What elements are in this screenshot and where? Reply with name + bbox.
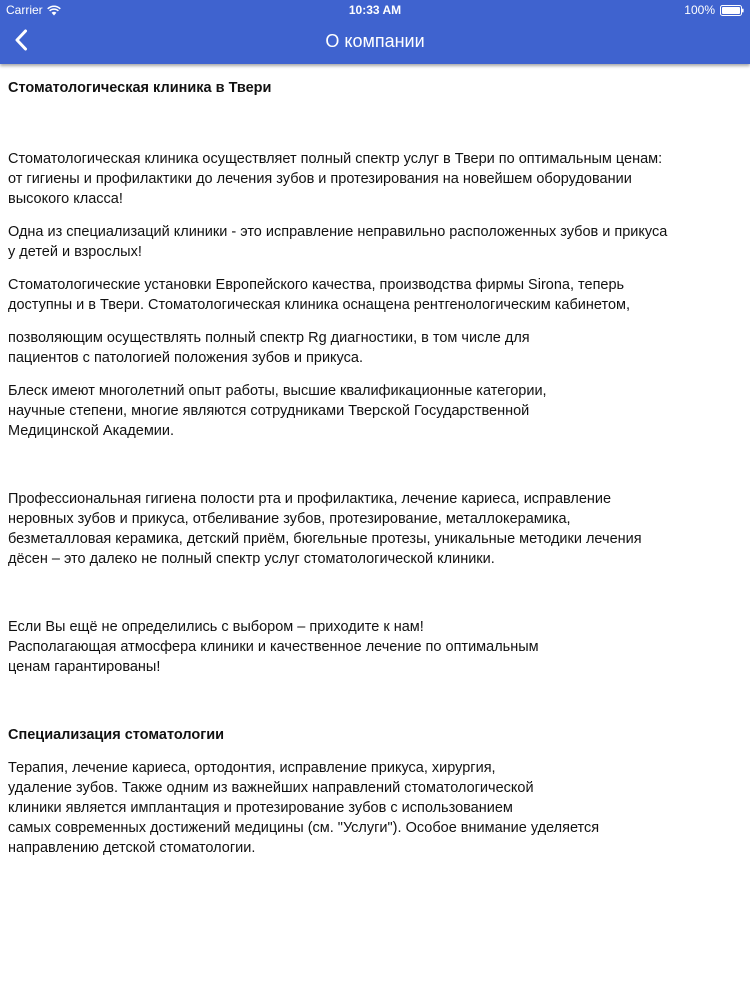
paragraph-line: безметалловая керамика, детский приём, бюгельные протезы, уникальные методики лечения bbox=[8, 531, 642, 547]
paragraph-line: Располагающая атмосфера клиники и качественное лечение по оптимальным bbox=[8, 639, 539, 655]
spacer bbox=[8, 368, 738, 381]
paragraph-line: Медицинской Академии. bbox=[8, 423, 175, 439]
paragraph-line: Одна из специализаций клиники - это исправление неправильно расположенных зубов и прикуса bbox=[8, 224, 668, 240]
paragraph-line: высокого класса! bbox=[8, 191, 123, 207]
paragraph-line: позволяющим осуществлять полный спектр Rg диагностики, в том числе для bbox=[8, 330, 530, 346]
paragraph-line: удаление зубов. Также одним из важнейших направлений стоматологической bbox=[8, 780, 534, 796]
top-bar bbox=[0, 0, 750, 64]
paragraph-line: Стоматологическая клиника осуществляет полный спектр услуг в Твери по оптимальным ценам: bbox=[8, 151, 663, 167]
paragraph-line: ценам гарантированы! bbox=[8, 659, 161, 675]
paragraph-line: Терапия, лечение кариеса, ортодонтия, исправление прикуса, хирургия, bbox=[8, 760, 496, 776]
battery-percent: 100% bbox=[684, 3, 715, 17]
battery-full-icon bbox=[720, 5, 744, 16]
paragraph-line: самых современных достижений медицины (см. "Услуги"). Особое внимание уделяется bbox=[8, 820, 600, 836]
spacer bbox=[8, 745, 738, 758]
specialization-heading: Специализация стоматологии bbox=[8, 727, 225, 743]
status-bar bbox=[0, 0, 750, 20]
paragraph-line: дёсен – это далеко не полный спектр услуг стоматологической клиники. bbox=[8, 551, 495, 567]
paragraph-line: клиники является имплантация и протезирование зубов с использованием bbox=[8, 800, 513, 816]
about-content bbox=[8, 78, 738, 858]
page-title: О компании bbox=[325, 31, 425, 51]
carrier-label: Carrier bbox=[6, 3, 43, 17]
spacer bbox=[8, 98, 738, 149]
navigation-bar bbox=[0, 20, 750, 64]
paragraph-line: неровных зубов и прикуса, отбеливание зубов, протезирование, металлокерамика, bbox=[8, 511, 571, 527]
paragraph-line: доступны и в Твери. Стоматологическая клиника оснащена рентгенологическим кабинетом, bbox=[8, 297, 631, 313]
spacer bbox=[8, 569, 738, 617]
paragraph-line: Блеск имеют многолетний опыт работы, высшие квалификационные категории, bbox=[8, 383, 547, 399]
paragraph-line: от гигиены и профилактики до лечения зубов и протезирования на новейшем оборудовании bbox=[8, 171, 632, 187]
status-time: 10:33 AM bbox=[348, 3, 402, 17]
paragraph-line: пациентов с патологией положения зубов и прикуса. bbox=[8, 350, 363, 366]
paragraph-line: направлению детской стоматологии. bbox=[8, 840, 256, 856]
spacer bbox=[8, 209, 738, 222]
spacer bbox=[8, 315, 738, 328]
spacer bbox=[8, 262, 738, 275]
paragraph-line: научные степени, многие являются сотрудниками Тверской Государственной bbox=[8, 403, 530, 419]
paragraph-line: Стоматологические установки Европейского качества, производства фирмы Sirona, теперь bbox=[8, 277, 625, 293]
paragraph-line: Профессиональная гигиена полости рта и профилактика, лечение кариеса, исправление bbox=[8, 491, 612, 507]
spacer bbox=[8, 441, 738, 489]
clinic-heading: Стоматологическая клиника в Твери bbox=[8, 80, 272, 96]
paragraph-line: Если Вы ещё не определились с выбором – приходите к нам! bbox=[8, 619, 424, 635]
spacer bbox=[8, 677, 738, 725]
status-right bbox=[684, 3, 744, 17]
paragraph-line: у детей и взрослых! bbox=[8, 244, 142, 260]
